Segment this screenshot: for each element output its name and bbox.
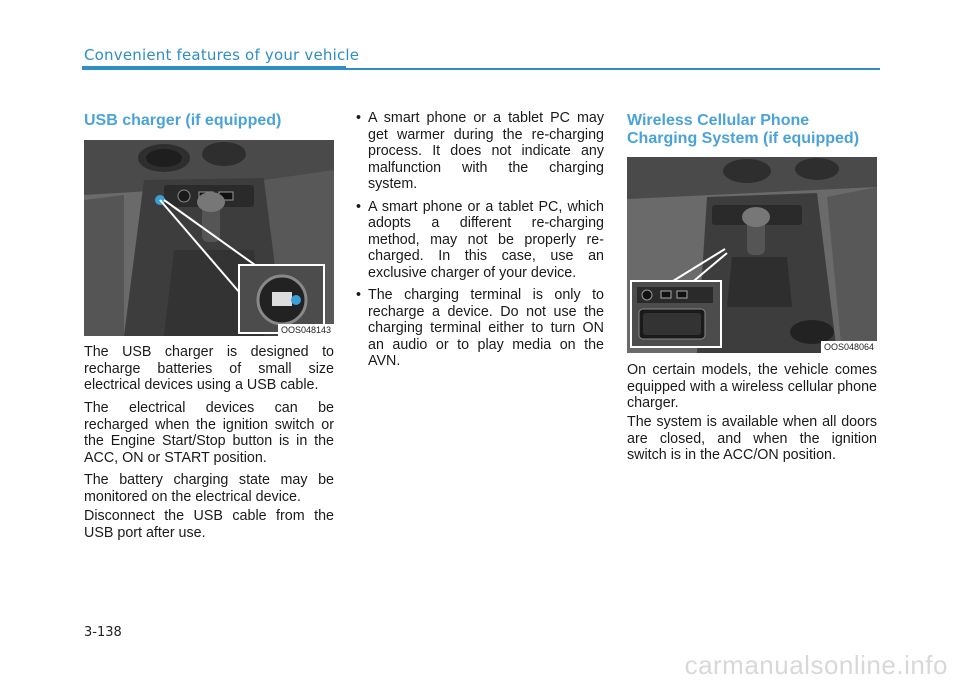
usb-paragraph-1: The USB charger is designed to recharge batteries of small size electrical devices using a USB cable. <box>84 344 334 393</box>
wireless-heading-line2: Charging System (if equipped) <box>627 130 860 147</box>
list-item: • A smart phone or a tablet PC may get warmer during the re-charging process. It does not indicate any malfunction with the charging system. <box>354 110 604 193</box>
header-rule-thick <box>82 66 346 70</box>
usb-charger-heading: USB charger (if equipped) <box>84 112 282 129</box>
wireless-charging-heading <box>627 112 887 148</box>
page-number: 3-138 <box>84 625 122 640</box>
list-item: • A smart phone or a tablet PC, which adopts a different re-charging method, may not be properly re-charged. In this case, use an exclusive charger of your device. <box>354 199 604 282</box>
wireless-image-code: OOS048064 <box>821 341 877 353</box>
usb-charger-photo <box>84 140 334 336</box>
wireless-console-illustration <box>627 157 877 353</box>
usb-paragraph-2: The electrical devices can be recharged when the ignition switch or the Engine Start/Stop button is in the ACC, ON or START position. <box>84 400 334 466</box>
usb-image-code: OOS048143 <box>278 324 334 336</box>
wireless-paragraph-1: On certain models, the vehicle comes equipped with a wireless cellular phone charger. <box>627 362 877 411</box>
wireless-charger-photo <box>627 157 877 353</box>
usb-paragraph-4: Disconnect the USB cable from the USB port after use. <box>84 508 334 541</box>
wireless-heading-line1: Wireless Cellular Phone <box>627 112 810 129</box>
watermark-text: carmanualsonline.info <box>684 650 948 680</box>
list-item: • The charging terminal is only to recharge a device. Do not use the charging terminal either to turn ON an audio or to play media on the AVN. <box>354 287 604 370</box>
section-header-title: Convenient features of your vehicle <box>84 46 360 64</box>
wireless-paragraph-2: The system is available when all doors are closed, and when the ignition switch is in the ACC/ON position. <box>627 414 877 463</box>
header-rule-thin <box>346 68 880 70</box>
usb-console-illustration <box>84 140 334 336</box>
charging-notes-list <box>354 110 604 376</box>
usb-paragraph-3: The battery charging state may be monitored on the electrical device. <box>84 472 334 505</box>
